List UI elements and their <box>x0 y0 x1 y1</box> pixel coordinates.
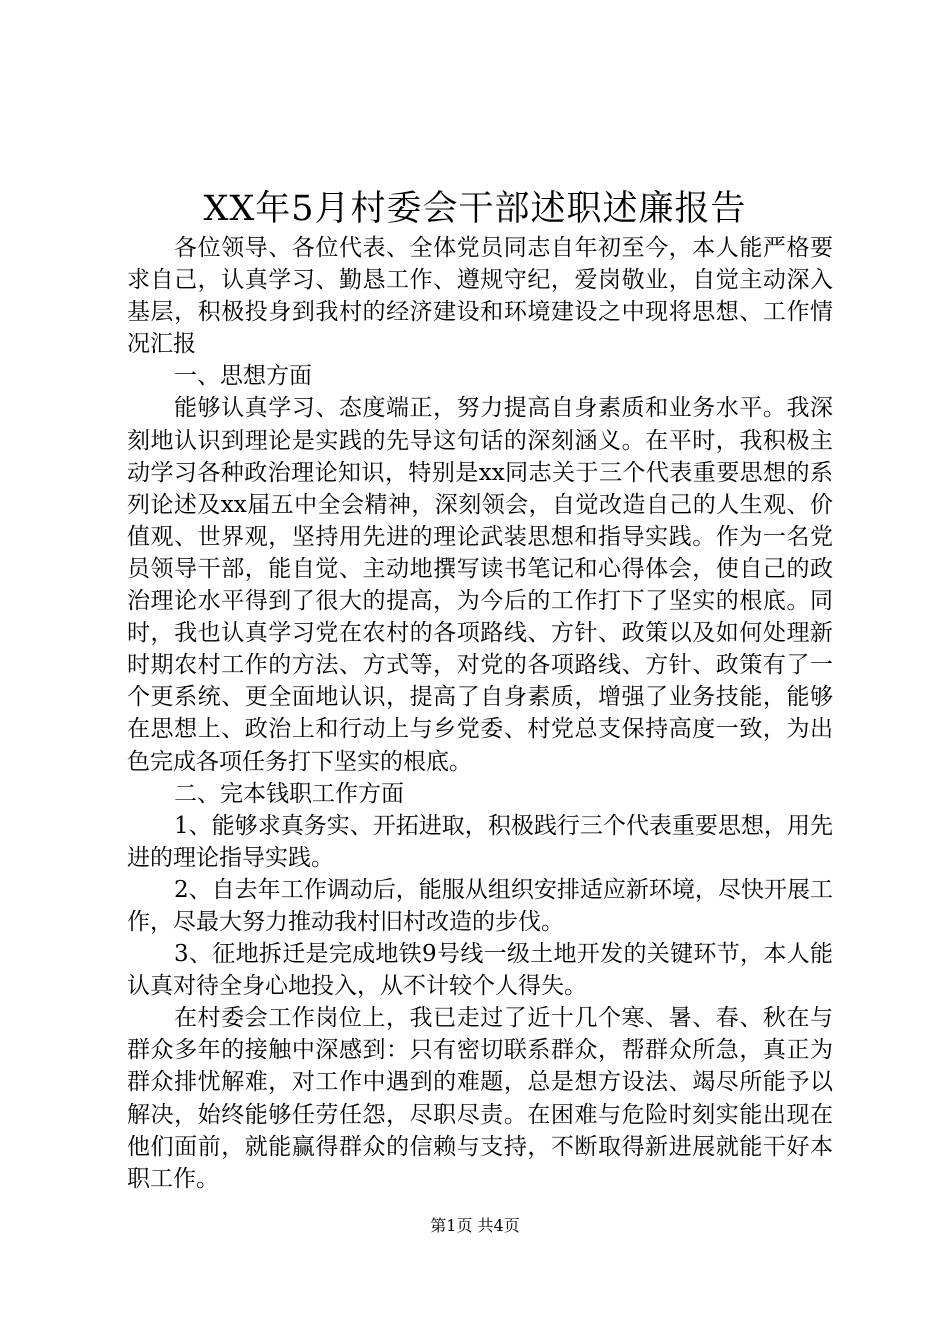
section-heading-thought: 一、思想方面 <box>174 363 312 390</box>
paragraph-thought: 能够认真学习、态度端正，努力提高自身素质和业务水平。我深刻地认识到理论是实践的先导这句话的深刻涵义。在平时，我积极主动学习各种政治理论知识，特别是xx同志关于三个代表重要思想的系列论述及xx届五中全会精神，深刻领会，自觉改造自己的人生观、价值观、世界观，坚持用先进的理论武装思想和指导实践。作为一名党员领导干部，能自觉、主动地撰写读书笔记和心得体会，使自己的政治理论水平得到了很大的提高，为今后的工作打下了坚实的根底。同时，我也认真学习党在农村的各项路线、方针、政策以及如何处理新时期农村工作的方法、方式等，对党的各项路线、方针、政策有了一个更系统、更全面地认识，提高了自身素质，增强了业务技能，能够在思想上、政治上和行动上与乡党委、村党总支保持高度一致，为出色完成各项任务打下坚实的根底。 <box>127 395 833 775</box>
paragraph-conclusion: 在村委会工作岗位上，我已走过了近十几个寒、暑、春、秋在与群众多年的接触中深感到：只有密切联系群众，帮群众所急，真正为群众排忧解难，对工作中遇到的难题，总是想方设法、竭尽所能予以解决，始终能够任劳任怨，尽职尽责。在困难与危险时刻实能出现在他们面前，就能赢得群众的信赖与支持，不断取得新进展就能干好本职工作。 <box>127 1005 833 1192</box>
document-title: XX年5月村委会干部述职述廉报告 <box>203 189 747 229</box>
paragraph-item-2: 2、自去年工作调动后，能服从组织安排适应新环境，尽快开展工作，尽最大努力推动我村旧村改造的步伐。 <box>127 876 833 935</box>
paragraph-intro: 各位领导、各位代表、全体党员同志自年初至今，本人能严格要求自己，认真学习、勤恳工作、遵规守纪，爱岗敬业，自觉主动深入基层，积极投身到我村的经济建设和环境建设之中现将思想、工作情况汇报 <box>127 235 833 358</box>
page-number-footer: 第1页 共4页 <box>430 1216 520 1235</box>
document-body <box>127 232 833 1195</box>
paragraph-item-3: 3、征地拆迁是完成地铁9号线一级土地开发的关键环节，本人能认真对待全身心地投入，从不计较个人得失。 <box>127 941 833 1000</box>
paragraph-item-1: 1、能够求真务实、开拓进取，积极践行三个代表重要思想，用先进的理论指导实践。 <box>127 812 833 871</box>
section-heading-work: 二、完本钱职工作方面 <box>174 780 404 807</box>
